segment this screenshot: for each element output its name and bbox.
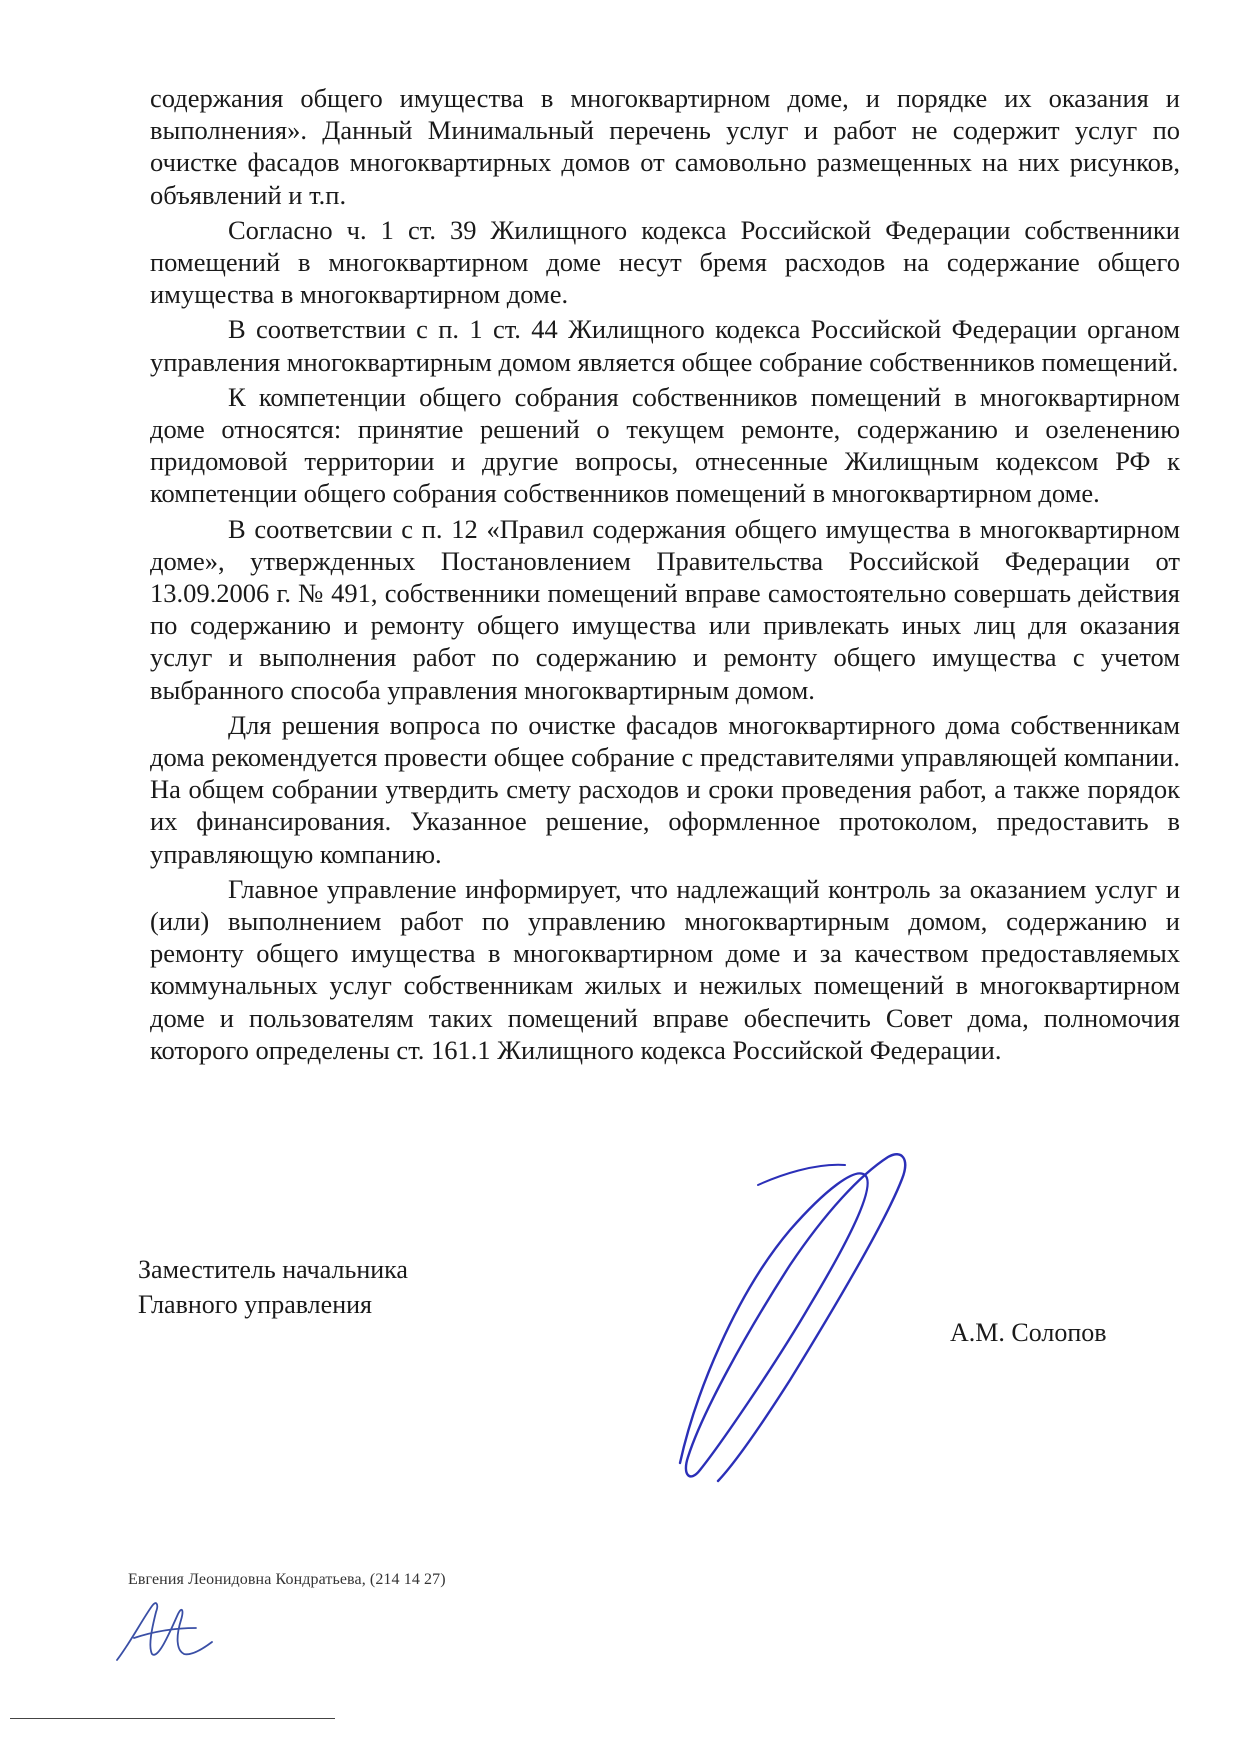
paragraph-control-info: Главное управление информирует, что надлежащий контроль за оказанием услуг и (или) выполнением работ по управлению многоквартирным домом, содержанию и ремонту общего имущества в многоквартирном доме и за качеством предоставляемых коммунальных услуг собственникам жилых и нежилых помещений в многоквартирном доме и пользователям таких помещений вправе обеспечить Совет дома, полномочия которого определены ст. 161.1 Жилищного кодекса Российской Федерации. bbox=[150, 873, 1180, 1065]
paragraph-rules-491: В соответсвии с п. 12 «Правил содержания общего имущества в многоквартирном доме», утвержденных Постановлением Правительства Российской Федерации от 13.09.2006 г. № 491, собственники помещений вправе самостоятельно совершать действия по содержанию и ремонту общего имущества или привлекать иных лиц для оказания услуг и выполнения работ по содержанию и ремонту общего имущества с учетом выбранного способа управления многоквартирным домом. bbox=[150, 513, 1180, 705]
signatory-position bbox=[138, 1252, 408, 1322]
footer-rule bbox=[10, 1718, 335, 1719]
paragraph-continuation: содержания общего имущества в многоквартирном доме, и порядке их оказания и выполнения». Данный Минимальный перечень услуг и работ не содержит услуг по очистке фасадов многоквартирных домов от самовольно размещенных на них рисунков, объявлений и т.п. bbox=[150, 83, 1180, 210]
paragraph-recommendation: Для решения вопроса по очистке фасадов многоквартирного дома собственникам дома рекомендуется провести общее собрание с представителями управляющей компании. На общем собрании утвердить смету расходов и сроки проведения работ, а также порядок их финансирования. Указанное решение, оформленное протоколом, предоставить в управляющую компанию. bbox=[150, 709, 1180, 869]
executor-contact: Евгения Леонидовна Кондратьева, (214 14 27) bbox=[128, 1571, 446, 1588]
paragraph-article-44: В соответствии с п. 1 ст. 44 Жилищного кодекса Российской Федерации органом управления многоквартирным домом является общее собрание собственников помещений. bbox=[150, 314, 1180, 377]
paragraph-article-39: Согласно ч. 1 ст. 39 Жилищного кодекса Российской Федерации собственники помещений в многоквартирном доме несут бремя расходов на содержание общего имущества в многоквартирном доме. bbox=[150, 214, 1180, 310]
signatory-position-line-1: Заместитель начальника bbox=[138, 1255, 408, 1284]
signatory-position-line-2: Главного управления bbox=[138, 1290, 372, 1319]
letter-body bbox=[150, 82, 1180, 1069]
signatory-name: А.М. Солопов bbox=[950, 1318, 1107, 1347]
paragraph-meeting-competence: К компетенции общего собрания собственников помещений в многоквартирном доме относятся: принятие решений о текущем ремонте, содержанию и озеленению придомовой территории и другие вопросы, отнесенные Жилищным кодексом РФ к компетенции общего собрания собственников помещений в многоквартирном доме. bbox=[150, 381, 1180, 509]
handwritten-signature bbox=[640, 1145, 960, 1485]
executor-initials-signature bbox=[112, 1598, 222, 1668]
